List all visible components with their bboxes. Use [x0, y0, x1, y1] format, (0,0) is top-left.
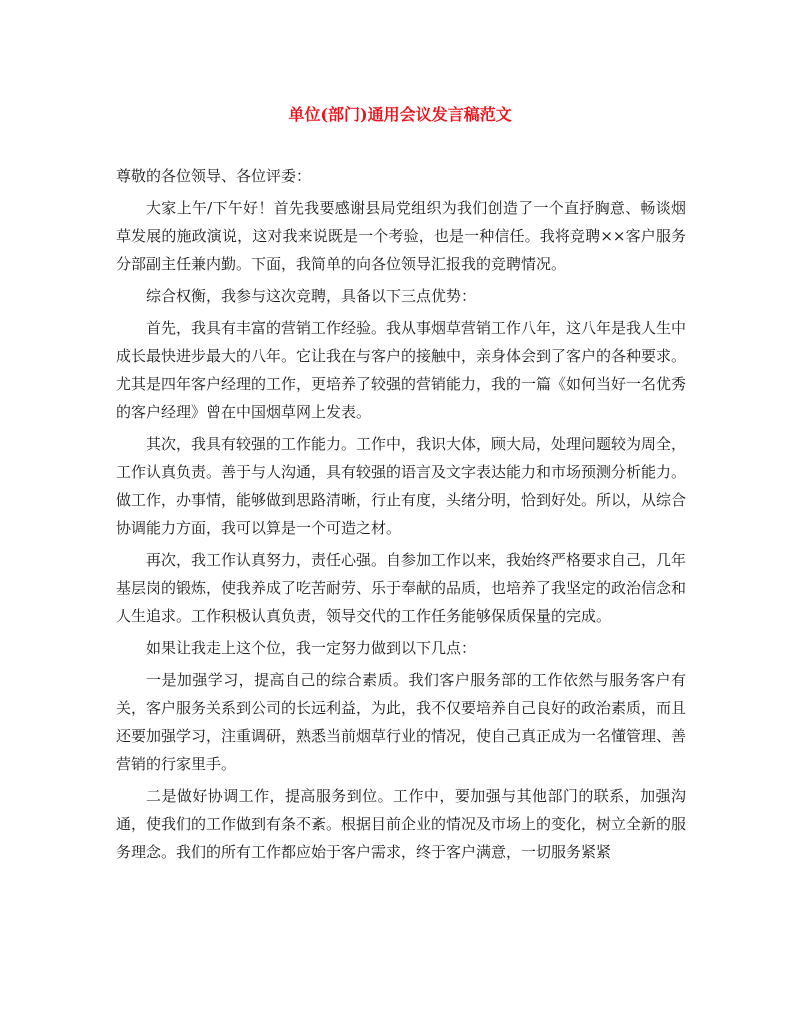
document-title: 单位(部门)通用会议发言稿范文	[288, 105, 512, 124]
paragraph-advantages-intro: 综合权衡，我参与这次竞聘，具备以下三点优势：	[146, 287, 477, 305]
paragraph-plan-two: 二是做好协调工作，提高服务到位。工作中，要加强与其他部门的联系，加强沟通，使我们的工作做到有条不紊。根据目前企业的情况及市场上的变化，树立全新的服务理念。我们的所有工作都应始于客户需求，终于客户满意，一切服务紧紧	[116, 787, 687, 861]
paragraph-third-advantage: 再次，我工作认真努力，责任心强。自参加工作以来，我始终严格要求自己，几年基层岗的锻炼，使我养成了吃苦耐劳、乐于奉献的品质，也培养了我坚定的政治信念和人生追求。工作积极认真负责，领导交代的工作任务能够保质保量的完成。	[116, 551, 687, 625]
paragraph-plan-one: 一是加强学习，提高自己的综合素质。我们客户服务部的工作依然与服务客户有关，客户服务关系到公司的长远利益，为此，我不仅要培养自己良好的政治素质，而且还要加强学习，注重调研，熟悉当前烟草行业的情况，使自己真正成为一名懂管理、善营销的行家里手。	[116, 671, 687, 773]
paragraph-first-advantage: 首先，我具有丰富的营销工作经验。我从事烟草营销工作八年，这八年是我人生中成长最快进步最大的八年。它让我在与客户的接触中，亲身体会到了客户的各种要求。尤其是四年客户经理的工作，更培养了较强的营销能力，我的一篇《如何当好一名优秀的客户经理》曾在中国烟草网上发表。	[116, 319, 687, 421]
paragraph-second-advantage: 其次，我具有较强的工作能力。工作中，我识大体，顾大局，处理问题较为周全，工作认真负责。善于与人沟通，具有较强的语言及文字表达能力和市场预测分析能力。做工作，办事情，能够做到思路清晰，行止有度，头绪分明，恰到好处。所以，从综合协调能力方面，我可以算是一个可造之材。	[116, 435, 687, 537]
document-body	[116, 162, 686, 870]
paragraph-greeting: 大家上午/下午好！首先我要感谢县局党组织为我们创造了一个直抒胸意、畅谈烟草发展的施政演说，这对我来说既是一个考验，也是一种信任。我将竞聘××客户服务分部副主任兼内勤。下面，我简单的向各位领导汇报我的竞聘情况。	[116, 199, 686, 273]
salutation: 尊敬的各位领导、各位评委：	[116, 167, 312, 185]
paragraph-plans-intro: 如果让我走上这个位，我一定努力做到以下几点：	[146, 639, 477, 657]
